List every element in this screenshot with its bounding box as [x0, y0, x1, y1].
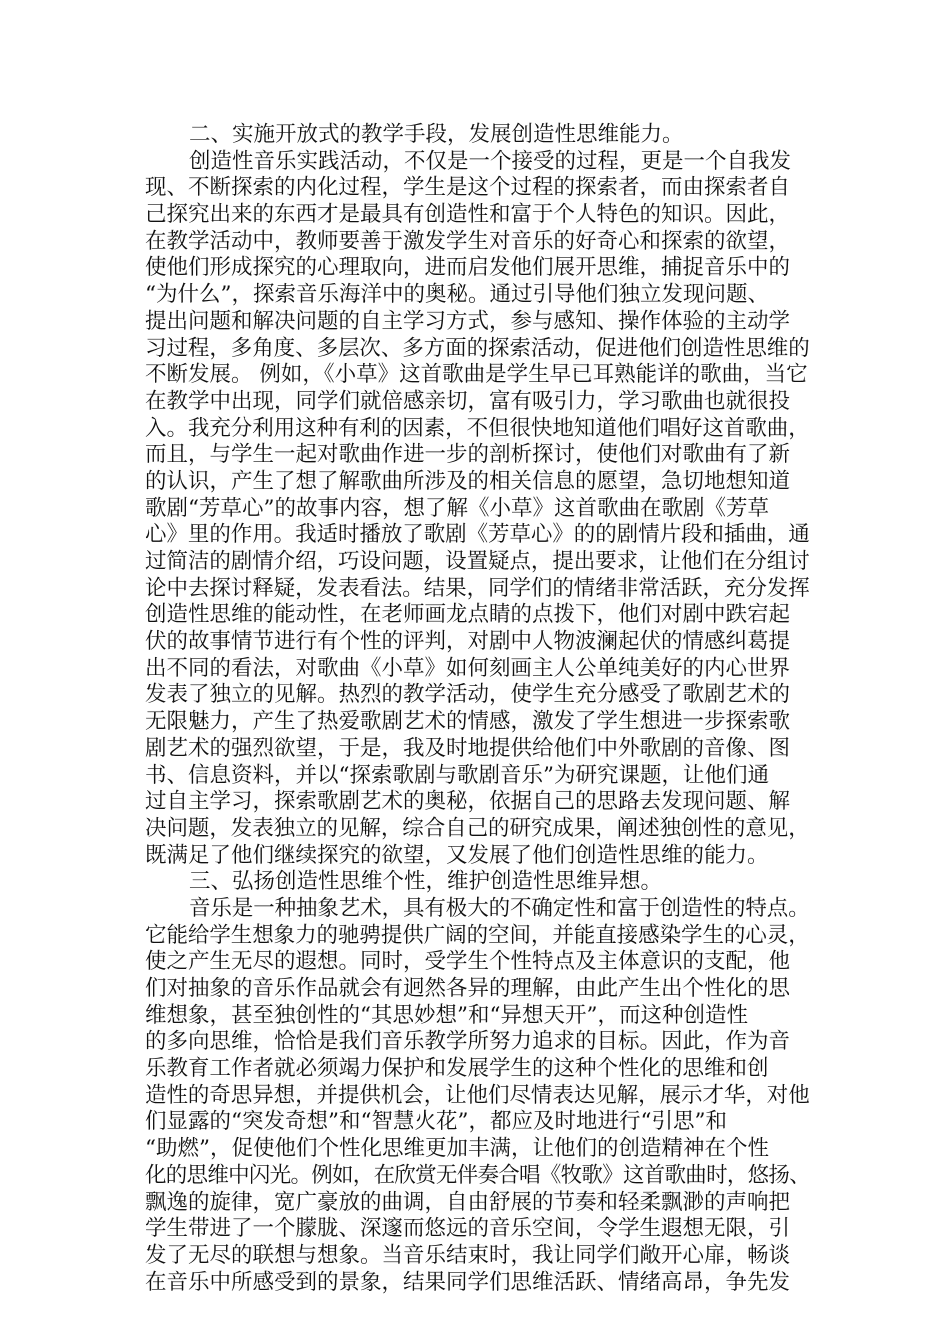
paragraph-line: 歌剧“芳草心”的故事内容，想了解《小草》这首歌曲在歌剧《芳草	[145, 495, 769, 521]
section-heading-3: 三、弘扬创造性思维个性，维护创造性思维异想。	[189, 869, 663, 895]
paragraph-line: 过简洁的剧情介绍，巧设问题，设置疑点，提出要求，让他们在分组讨	[145, 549, 810, 574]
paragraph-line: 在音乐中所感受到的景象，结果同学们思维活跃、情绪高昂，争先发	[145, 1269, 791, 1295]
paragraph-line: 入。我充分利用这种有利的因素，不但很快地知道他们唱好这首歌曲，	[145, 415, 810, 441]
paragraph-line: 的认识，产生了想了解歌曲所涉及的相关信息的愿望，急切地想知道	[145, 468, 791, 494]
paragraph-line: 现、不断探索的内化过程，学生是这个过程的探索者，而由探索者自	[145, 175, 791, 201]
paragraph-line: 的多向思维，恰恰是我们音乐教学所努力追求的目标。因此，作为音	[145, 1029, 791, 1055]
paragraph-line: 无限魅力，产生了热爱歌剧艺术的情感，激发了学生想进一步探索歌	[145, 709, 791, 735]
paragraph-line: 它能给学生想象力的驰骋提供广阔的空间，并能直接感染学生的心灵，	[145, 922, 810, 948]
paragraph-line: 书、信息资料，并以“探索歌剧与歌剧音乐”为研究课题，让他们通	[145, 762, 769, 788]
paragraph-line: 心》里的作用。我适时播放了歌剧《芳草心》的的剧情片段和插曲，通	[145, 522, 810, 548]
paragraph-line: 不断发展。 例如，《小草》这首歌曲是学生早已耳熟能详的歌曲，当它	[145, 362, 808, 388]
paragraph-line: 们显露的“突发奇想”和“智慧火花”，都应及时地进行“引思”和	[145, 1109, 727, 1135]
paragraph-line: 既满足了他们继续探究的欲望，又发展了他们创造性思维的能力。	[145, 842, 769, 868]
paragraph-line: 们对抽象的音乐作品就会有迥然各异的理解，由此产生出个性化的思	[145, 976, 791, 1001]
paragraph-line: 飘逸的旋律，宽广豪放的曲调，自由舒展的节奏和轻柔飘渺的声响把	[145, 1189, 791, 1215]
paragraph-line: 己探究出来的东西才是最具有创造性和富于个人特色的知识。因此，	[145, 202, 791, 228]
paragraph-line: 论中去探讨释疑，发表看法。结果，同学们的情绪非常活跃，充分发挥	[145, 575, 810, 601]
paragraph-line: 发表了独立的见解。热烈的教学活动，使学生充分感受了歌剧艺术的	[145, 682, 791, 708]
document-body	[145, 122, 810, 1296]
paragraph-line: 决问题，发表独立的见解，综合自己的研究成果，阐述独创性的意见，	[145, 815, 810, 841]
paragraph-line: 发了无尽的联想与想象。当音乐结束时，我让同学们敞开心扉，畅谈	[145, 1242, 791, 1268]
paragraph-line: 剧艺术的强烈欲望，于是，我及时地提供给他们中外歌剧的音像、图	[145, 735, 791, 761]
paragraph-line: 出不同的看法，对歌曲《小草》如何刻画主人公单纯美好的内心世界	[145, 655, 791, 681]
paragraph-line: 创造性音乐实践活动，不仅是一个接受的过程，更是一个自我发	[189, 148, 792, 174]
paragraph-line: 化的思维中闪光。例如，在欣赏无伴奏合唱《牧歌》这首歌曲时，悠扬、	[145, 1162, 810, 1188]
paragraph-line: 在教学中出现，同学们就倍感亲切，富有吸引力，学习歌曲也就很投	[145, 388, 791, 414]
paragraph-line: 提出问题和解决问题的自主学习方式，参与感知、操作体验的主动学	[145, 308, 791, 334]
paragraph-line: 创造性思维的能动性，在老师画龙点睛的点拨下，他们对剧中跌宕起	[145, 602, 791, 628]
paragraph-line: 伏的故事情节进行有个性的评判，对剧中人物波澜起伏的情感纠葛提	[145, 629, 791, 655]
paragraph-line: 音乐是一种抽象艺术，具有极大的不确定性和富于创造性的特点。	[189, 895, 810, 921]
paragraph-line: 使之产生无尽的遐想。同时，受学生个性特点及主体意识的支配，他	[145, 949, 791, 975]
paragraph-line: 造性的奇思异想，并提供机会，让他们尽情表达见解，展示才华，对他	[145, 1082, 810, 1108]
paragraph-line: 在教学活动中，教师要善于激发学生对音乐的好奇心和探索的欲望，	[145, 228, 791, 254]
paragraph-line: 乐教育工作者就必须竭力保护和发展学生的这种个性化的思维和创	[145, 1056, 769, 1082]
paragraph-line: 维想象，甚至独创性的“其思妙想”和“异想天开”，而这种创造性	[145, 1002, 748, 1028]
section-heading-2: 二、实施开放式的教学手段，发展创造性思维能力。	[189, 122, 684, 147]
paragraph-line: 使他们形成探究的心理取向，进而启发他们展开思维，捕捉音乐中的	[145, 255, 791, 281]
paragraph-line: “为什么”，探索音乐海洋中的奥秘。通过引导他们独立发现问题、	[145, 282, 769, 308]
paragraph-line: “助燃”，促使他们个性化思维更加丰满，让他们的创造精神在个性	[145, 1136, 769, 1162]
paragraph-line: 习过程，多角度、多层次、多方面的探索活动，促进他们创造性思维的	[145, 335, 810, 361]
paragraph-line: 学生带进了一个朦胧、深邃而悠远的音乐空间，令学生遐想无限，引	[145, 1216, 791, 1242]
paragraph-line: 而且，与学生一起对歌曲作进一步的剖析探讨，使他们对歌曲有了新	[145, 442, 791, 468]
paragraph-line: 过自主学习，探索歌剧艺术的奥秘，依据自己的思路去发现问题、解	[145, 789, 791, 815]
